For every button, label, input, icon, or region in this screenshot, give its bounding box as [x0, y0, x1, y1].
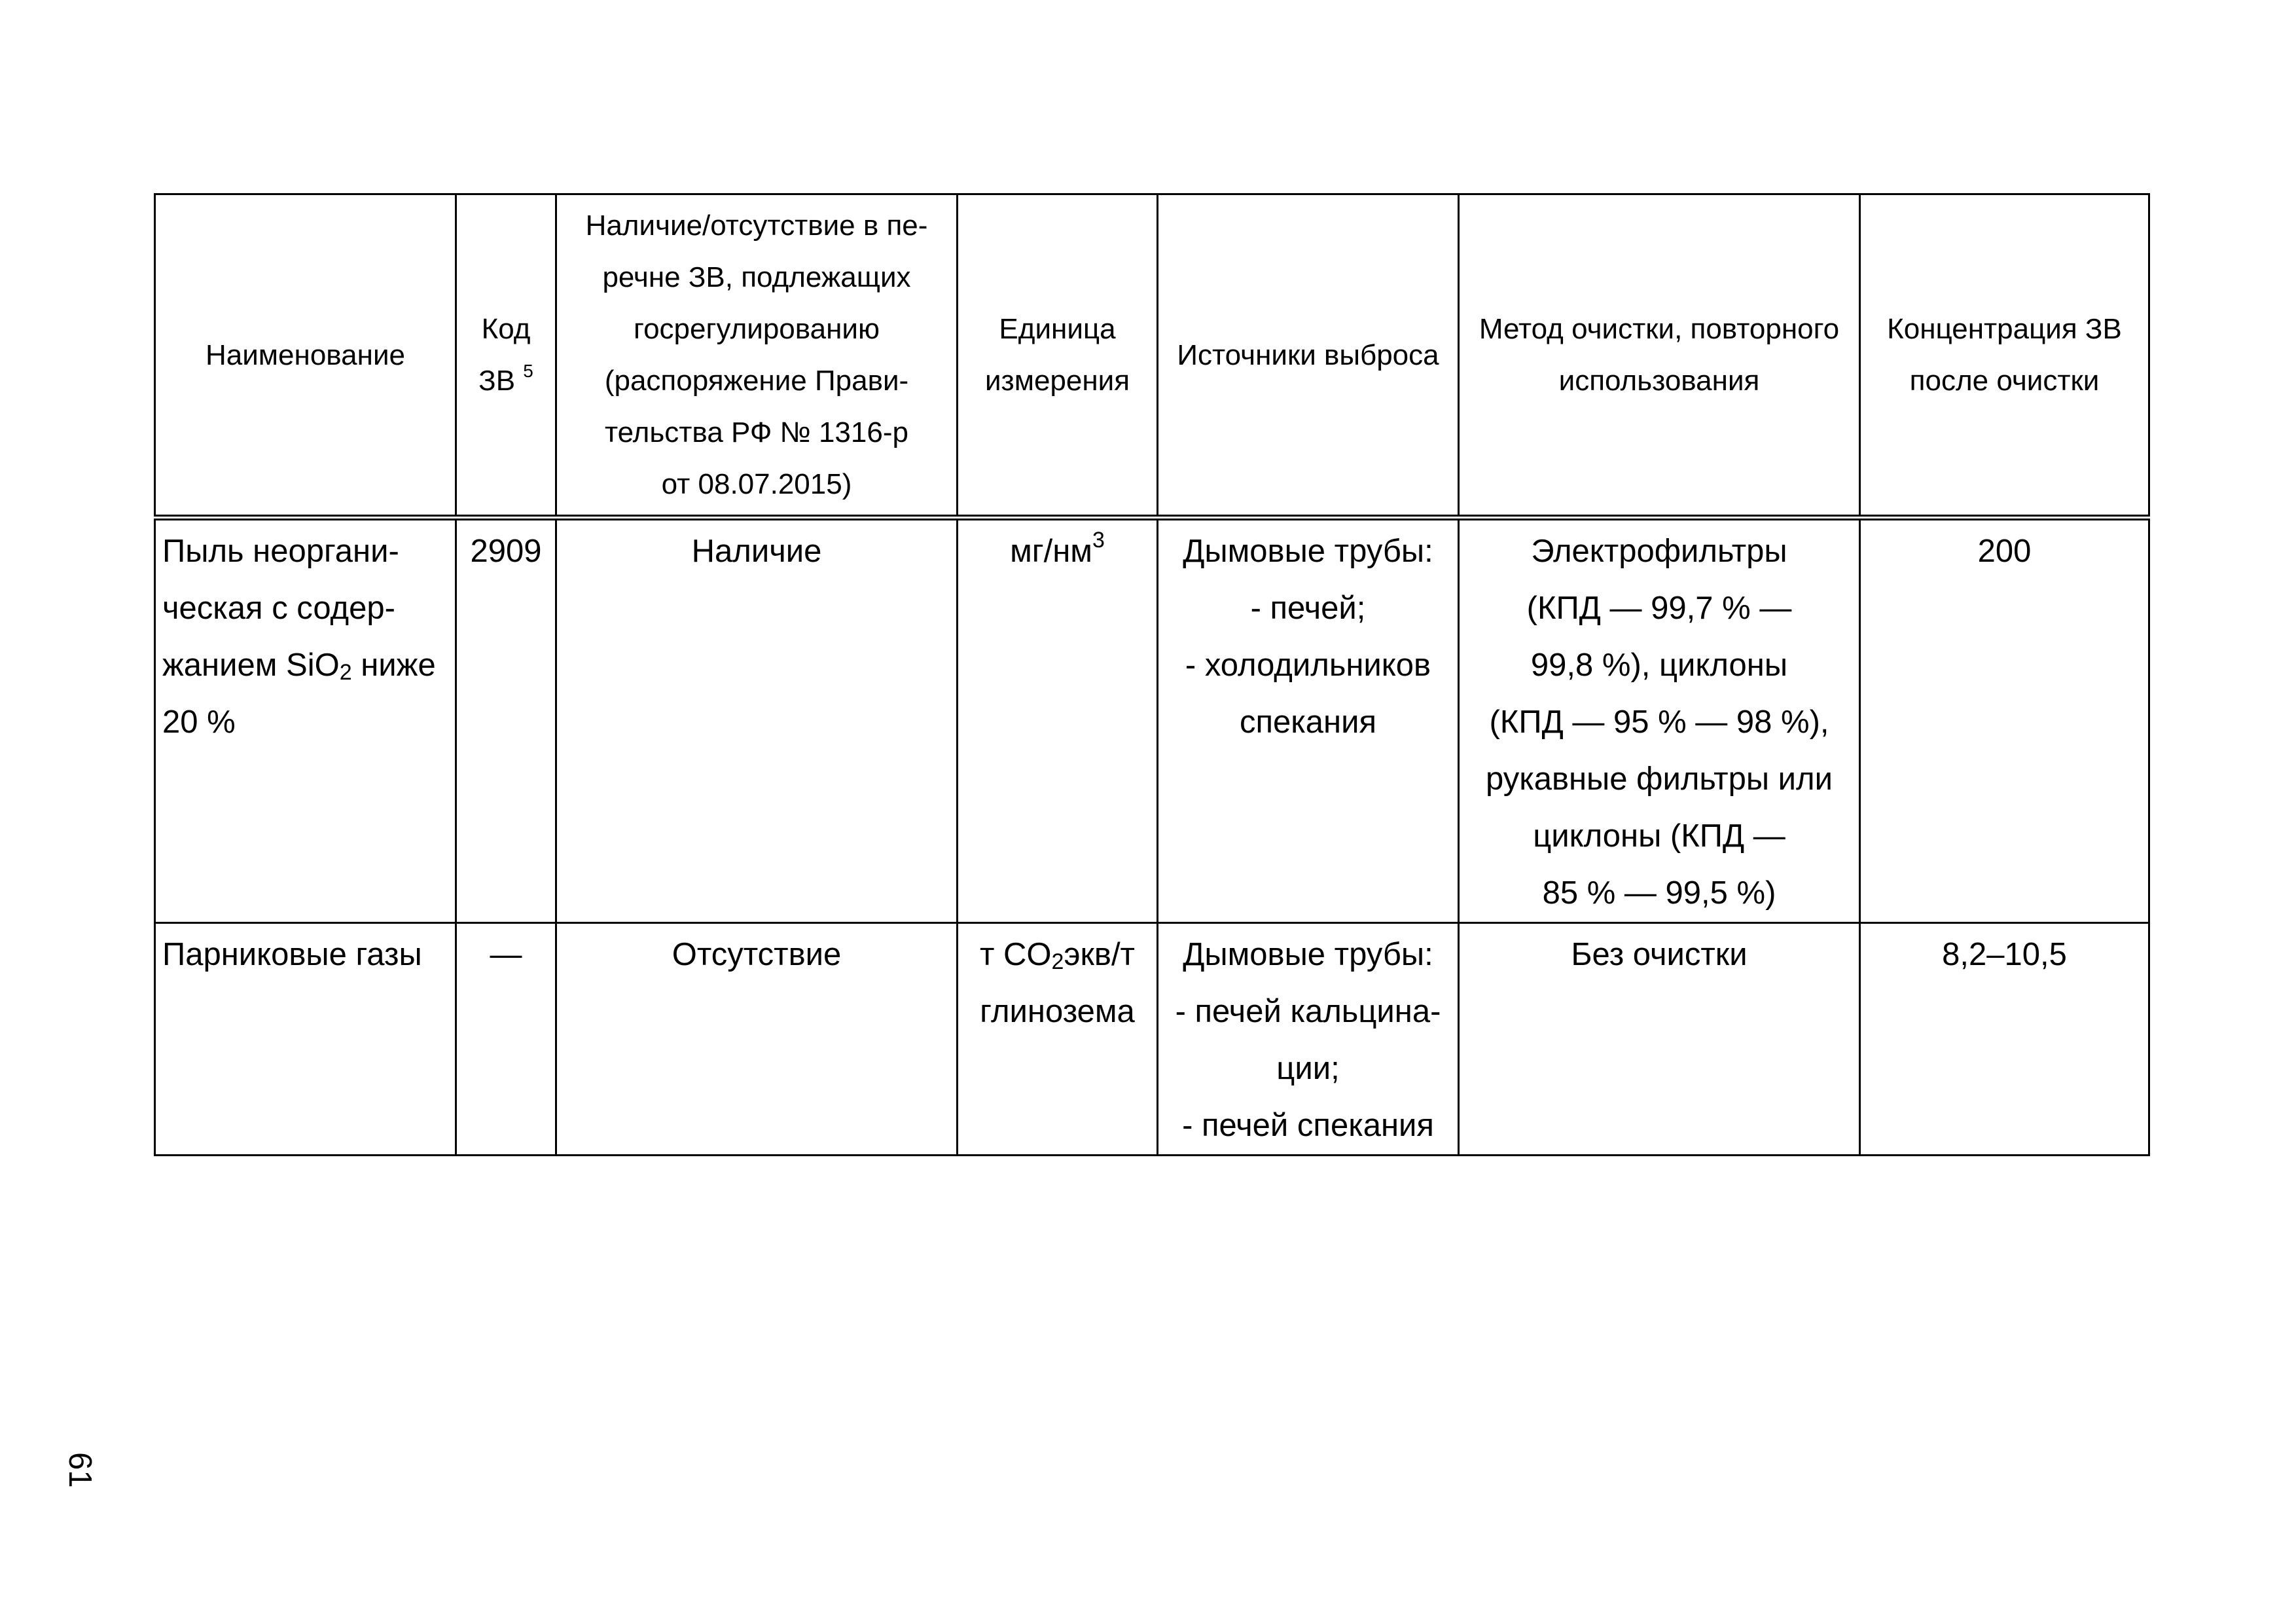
cell-code: — [456, 923, 556, 1156]
cell-concentration: 200 [1860, 518, 2149, 923]
header-name: Наименование [155, 194, 456, 518]
cell-code: 2909 [456, 518, 556, 923]
header-code: Код ЗВ $^5$ [456, 194, 556, 518]
header-source: Источники выброса [1158, 194, 1459, 518]
table-row [155, 518, 2149, 923]
cell-state-list: Наличие [556, 518, 958, 923]
header-concentration: Концентрация ЗВ после очистки [1860, 194, 2149, 518]
emissions-table [154, 193, 2150, 1156]
cell-source: Дымовые трубы: - печей; - холодильников спекания [1158, 518, 1459, 923]
header-state-list: Наличие/отсутствие в пе- речне ЗВ, подлежащих госрегулированию (распоряжение Прави- тельства РФ № 1316-р от 08.07.2015) [556, 194, 958, 518]
cell-state-list: Отсутствие [556, 923, 958, 1156]
footnote-ref: 5 [523, 361, 533, 381]
header-method: Метод очистки, повторного использования [1459, 194, 1860, 518]
cell-method: Без очистки [1459, 923, 1860, 1156]
table-row [155, 923, 2149, 1156]
cell-method: Электрофильтры (КПД — 99,7 % — 99,8 %), циклоны (КПД — 95 % — 98 %), рукавные фильтры или циклоны (КПД — 85 % — 99,5 %) [1459, 518, 1860, 923]
cell-name: Пыль неоргани- ческая с содер- жанием SiO$_2$ ниже 20 % [155, 518, 456, 923]
cell-unit: т $CO_2экв/т$ глинозема [958, 923, 1158, 1156]
table-header [155, 194, 2149, 518]
page-number: 61 [62, 1452, 98, 1488]
cell-source: Дымовые трубы: - печей кальцина- ции; - печей спекания [1158, 923, 1459, 1156]
header-unit: Единица измерения [958, 194, 1158, 518]
cell-concentration: 8,2–10,5 [1860, 923, 2149, 1156]
cell-name: Парниковые газы [155, 923, 456, 1156]
cell-unit: $мг/нм^3$ [958, 518, 1158, 923]
